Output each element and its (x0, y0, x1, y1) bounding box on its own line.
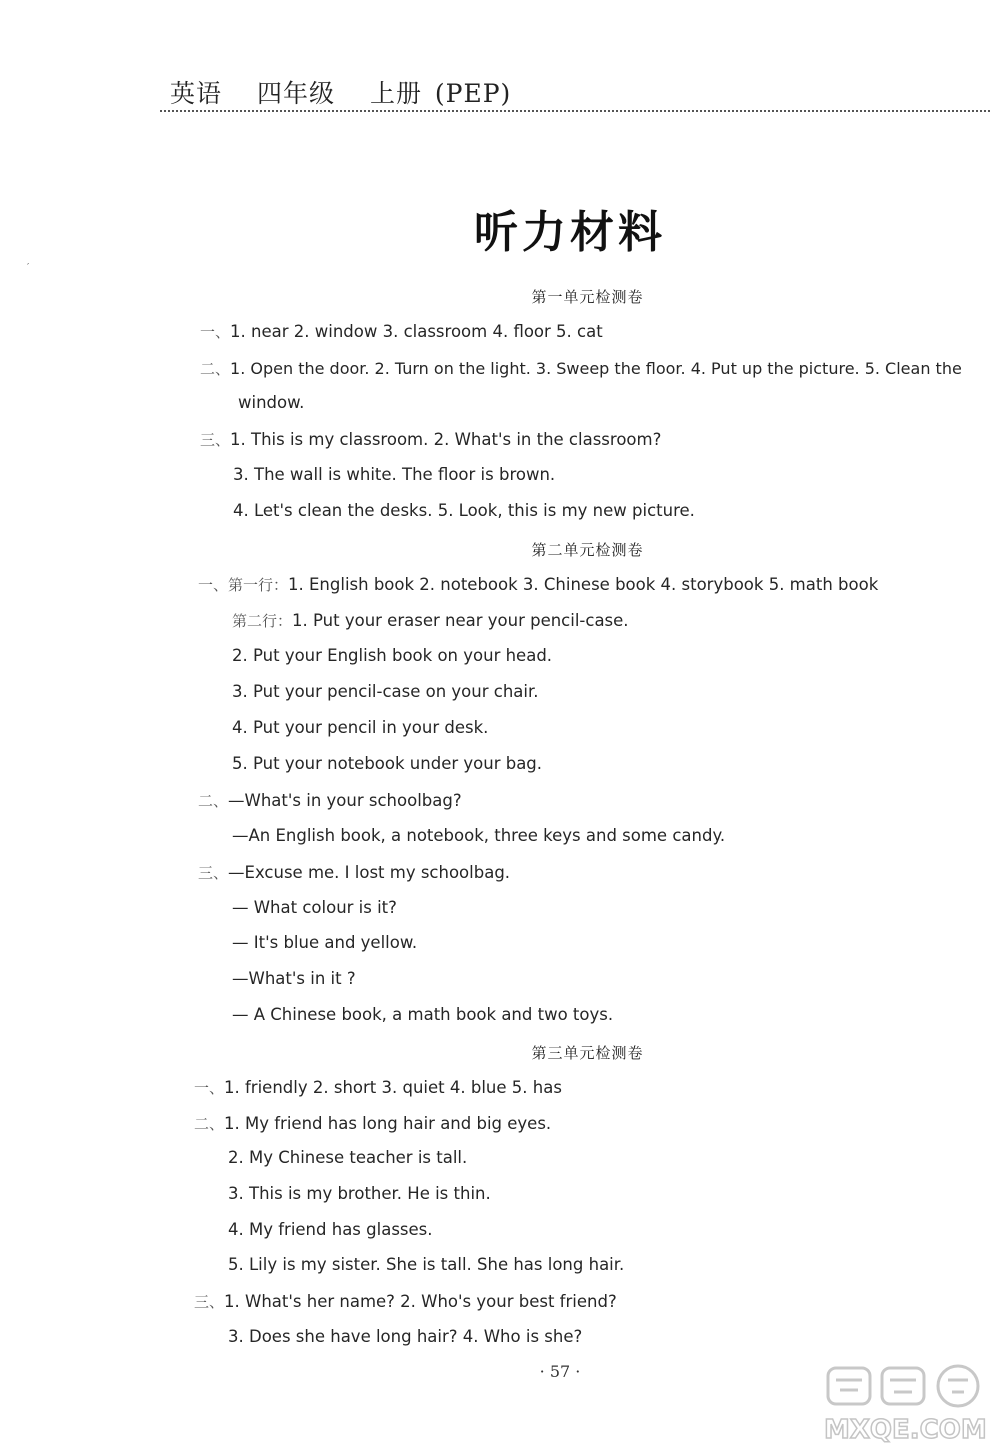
page-title: 听力材料 (474, 207, 666, 258)
unit-2-line-8: —An English book, a notebook, three keys and some candy. (232, 826, 726, 845)
unit-2-line-2: 第二行：1. Put your eraser near your pencil-case. (232, 611, 629, 630)
page-header (170, 74, 537, 110)
unit-2-line-11: — It's blue and yellow. (232, 933, 418, 952)
watermark-text: MXQE.COM (824, 1415, 987, 1445)
header-edition: (PEP) (434, 79, 512, 108)
margin-mark: ′ (27, 262, 30, 273)
unit-1-line-2: 二、1. Open the door. 2. Turn on the light. 3. Sweep the floor. 4. Put up the picture. 5. Clean the (200, 359, 962, 378)
unit-3-line-3: 2. My Chinese teacher is tall. (228, 1148, 468, 1167)
unit-2-line-6: 5. Put your notebook under your bag. (232, 754, 543, 773)
unit-1-line-4: 三、1. This is my classroom. 2. What's in the classroom? (200, 430, 662, 449)
unit-3-line-7: 三、1. What's her name? 2. Who's your best friend? (194, 1292, 617, 1311)
unit-3-heading: 第三单元检测卷 (531, 1044, 644, 1062)
unit-3-line-4: 3. This is my brother. He is thin. (228, 1184, 491, 1203)
unit-3-line-5: 4. My friend has glasses. (228, 1220, 433, 1239)
unit-2-line-5: 4. Put your pencil in your desk. (232, 718, 489, 737)
watermark-logo (820, 1362, 995, 1447)
unit-2-line-3: 2. Put your English book on your head. (232, 646, 553, 665)
unit-2-line-1: 一、第一行：1. English book 2. notebook 3. Chinese book 4. storybook 5. math book (198, 575, 879, 594)
unit-1-heading: 第一单元检测卷 (531, 288, 644, 306)
unit-2-line-12: —What's in it ? (232, 969, 356, 988)
unit-3-line-2: 二、1. My friend has long hair and big eyes. (194, 1114, 552, 1133)
header-grade: 四年级 (256, 79, 335, 108)
unit-3-line-8: 3. Does she have long hair? 4. Who is she? (228, 1327, 583, 1346)
unit-1-line-5: 3. The wall is white. The floor is brown. (233, 465, 556, 484)
unit-1-line-1: 一、1. near 2. window 3. classroom 4. floor 5. cat (200, 322, 603, 341)
unit-1-line-3: window. (238, 393, 305, 412)
unit-2-line-10: — What colour is it? (232, 898, 397, 917)
unit-1-line-6: 4. Let's clean the desks. 5. Look, this is my new picture. (233, 501, 695, 520)
page-number: · 57 · (539, 1362, 581, 1381)
header-volume: 上册 (369, 79, 422, 108)
unit-2-line-9: 三、—Excuse me. I lost my schoolbag. (198, 863, 511, 882)
unit-3-line-1: 一、1. friendly 2. short 3. quiet 4. blue 5. has (194, 1078, 562, 1097)
unit-2-line-7: 二、—What's in your schoolbag? (198, 791, 462, 810)
unit-2-heading: 第二单元检测卷 (531, 541, 644, 559)
header-divider (160, 110, 990, 112)
header-subject: 英语 (170, 79, 223, 108)
unit-2-line-13: — A Chinese book, a math book and two toys. (232, 1005, 614, 1024)
unit-3-line-6: 5. Lily is my sister. She is tall. She has long hair. (228, 1255, 625, 1274)
unit-2-line-4: 3. Put your pencil-case on your chair. (232, 682, 539, 701)
